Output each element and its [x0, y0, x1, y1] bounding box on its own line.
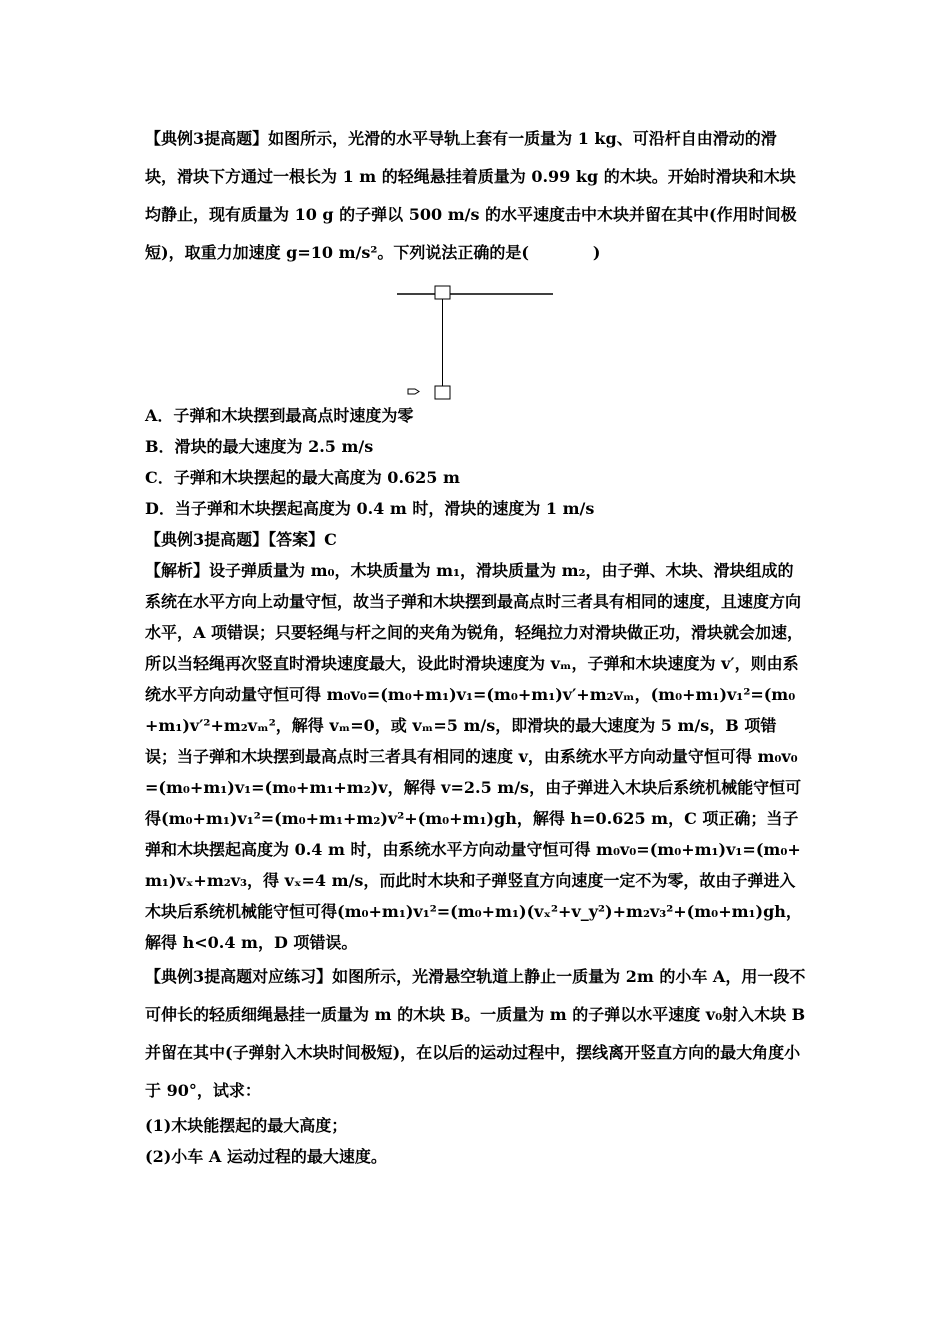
- options-list: [145, 400, 807, 524]
- analysis-tag: 【解析】: [145, 561, 210, 580]
- option-d: D．当子弹和木块摆起高度为 0.4 m 时，滑块的速度为 1 m/s: [145, 499, 595, 518]
- analysis-text: 设子弹质量为 m₀，木块质量为 m₁，滑块质量为 m₂，由子弹、木块、滑块组成的系统在水平方向上动量守恒，故当子弹和木块摆到最高点时三者具有相同的速度，且速度方向水平，A 项错误；只要轻绳与杆之间的夹角为锐角，轻绳拉力对滑块做正功，滑块就会加速，所以当轻绳再次竖直时滑块速度最大，设此时滑块速度为 vₘ，子弹和木块速度为 v′，则由系统水平方向动量守恒可得 m₀v₀=(m₀+m₁)v₁=(m₀+m₁)v′+m₂vₘ，(m₀+m₁)v₁²=(m₀+m₁)v′²+m₂vₘ²，解得 vₘ=0，或 vₘ=5 m/s，即滑块的最大速度为 5 m/s，B 项错误；当子弹和木块摆到最高点时三者具有相同的速度 v，由系统水平方向动量守恒可得 m₀v₀=(m₀+m₁)v₁=(m₀+m₁+m₂)v，解得 v=2.5 m/s，由子弹进入木块后系统机械能守恒可得(m₀+m₁)v₁²=(m₀+m₁+m₂)v²+(m₀+m₁)gh，解得 h=0.625 m，C 项正确；当子弹和木块摆起高度为 0.4 m 时，由系统水平方向动量守恒可得 m₀v₀=(m₀+m₁)v₁=(m₀+m₁)vₓ+m₂v₃，得 vₓ=4 m/s，而此时木块和子弹竖直方向速度一定不为零，故由子弹进入木块后系统机械能守恒可得(m₀+m₁)v₁²=(m₀+m₁)(vₓ²+v_y²)+m₂v₃²+(m₀+m₁)gh，解得 h<0.4 m，D 项错误。: [145, 561, 803, 952]
- option-b: B．滑块的最大速度为 2.5 m/s: [145, 437, 374, 456]
- option-a: A．子弹和木块摆到最高点时速度为零: [145, 406, 414, 425]
- analysis-paragraph: [145, 555, 807, 958]
- answer-tag: 【典例3提高题】【答案】: [145, 530, 325, 549]
- practice-question: [145, 958, 807, 1110]
- example-3-question: [145, 120, 807, 272]
- example-tag: 【典例3提高题】: [145, 129, 269, 148]
- bullet-icon: [408, 389, 419, 394]
- practice-text: 如图所示，光滑悬空轨道上静止一质量为 2m 的小车 A，用一段不可伸长的轻质细绳悬挂一质量为 m 的木块 B。一质量为 m 的子弹以水平速度 v₀射入木块 B 并留在其中(子弹射入木块时间极短)，在以后的运动过程中，摆线离开竖直方向的最大角度小于 90°，试求：: [145, 967, 806, 1100]
- pendulum-figure: [145, 272, 807, 400]
- pendulum-diagram: [145, 272, 807, 400]
- answer-line: [145, 524, 807, 555]
- sub-question-2: (2)小车 A 运动过程的最大速度。: [145, 1147, 387, 1166]
- example-text: 如图所示，光滑的水平导轨上套有一质量为 1 kg、可沿杆自由滑动的滑块，滑块下方通过一根长为 1 m 的轻绳悬挂着质量为 0.99 kg 的木块。开始时滑块和木块均静止，现有质量为 10 g 的子弹以 500 m/s 的水平速度击中木块并留在其中(作用时间极短)，取重力加速度 g=10 m/s²。下列说法正确的是( ): [145, 129, 797, 262]
- option-c: C．子弹和木块摆起的最大高度为 0.625 m: [145, 468, 460, 487]
- wooden-block: [435, 386, 450, 399]
- document-page: [145, 120, 807, 1172]
- answer-value: C: [324, 530, 337, 549]
- practice-tag: 【典例3提高题对应练习】: [145, 967, 333, 986]
- slider-block: [435, 286, 450, 299]
- sub-question-1: (1)木块能摆起的最大高度；: [145, 1116, 348, 1135]
